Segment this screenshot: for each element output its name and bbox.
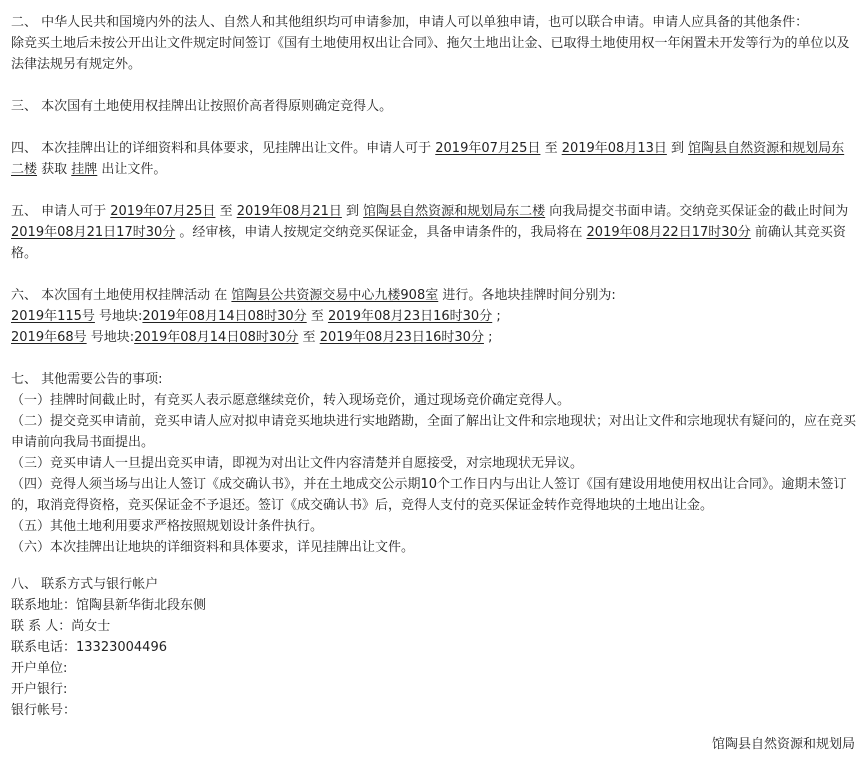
parcel-row	[11, 306, 856, 327]
parcel-label: 号地块:	[86, 330, 135, 345]
section-2-line-2: 除竞买土地后未按公开出让文件规定时间签订《国有土地使用权出让合同》、拖欠土地出让金、已取得土地使用权一年闲置未开发等行为的单位以及法律法规另有规定外。	[11, 36, 850, 72]
parcel-tail: ;	[492, 309, 501, 324]
section-5-mid-1: 向我局提交书面申请。交纳竞买保证金的截止时间为	[545, 204, 849, 219]
announcement-body	[11, 12, 856, 721]
section-5-date-start: 2019年07月25日	[110, 204, 216, 219]
section-5-place: 馆陶县自然资源和规划局东二楼	[363, 204, 546, 219]
parcel-row	[11, 327, 856, 348]
section-8-title: 八、 联系方式与银行帐户	[11, 577, 159, 592]
parcel-label: 号地块:	[94, 309, 143, 324]
section-6	[11, 285, 856, 306]
section-4-suffix: 出让文件。	[97, 162, 167, 177]
section-6-venue: 馆陶县公共资源交易中心九楼908室	[231, 288, 439, 303]
section-5-suffix: 前确认其竞买资格。	[11, 225, 846, 261]
section-7-item: （六）本次挂牌出让地块的详细资料和具体要求，详见挂牌出让文件。	[11, 540, 415, 555]
section-6-suffix: 进行。各地块挂牌时间分别为:	[438, 288, 616, 303]
section-4	[11, 138, 856, 180]
parcel-end: 2019年08月23日16时30分	[319, 330, 484, 345]
parcel-end: 2019年08月23日16时30分	[327, 309, 493, 324]
section-5	[11, 201, 856, 264]
section-4-to-place: 到	[666, 141, 689, 156]
section-4-obtain: 获取	[37, 162, 72, 177]
section-4-date-end: 2019年08月13日	[561, 141, 667, 156]
section-7-item: （一）挂牌时间截止时，有竞买人表示愿意继续竞价，转入现场竞价，通过现场竞价确定竞得人。	[11, 393, 571, 408]
account-number: 银行帐号：	[11, 703, 77, 718]
section-5-deadline: 2019年08月21日17时30分	[11, 225, 176, 240]
parcel-to: 至	[298, 330, 320, 345]
contact-address: 联系地址：馆陶县新华街北段东侧	[11, 598, 207, 613]
section-7-item: （三）竞买申请人一旦提出竞买申请，即视为对出让文件内容清楚并自愿接受，对宗地现状无异议。	[11, 456, 584, 471]
section-2-line-1: 二、 中华人民共和国境内外的法人、自然人和其他组织均可申请参加，申请人可以单独申请，也可以联合申请。申请人应具备的其他条件：	[11, 15, 809, 30]
section-4-type: 挂牌	[71, 162, 98, 177]
parcel-start: 2019年08月14日08时30分	[142, 309, 307, 324]
section-5-to: 至	[215, 204, 237, 219]
section-5-date-end: 2019年08月21日	[236, 204, 342, 219]
section-5-mid-2: 。经审核，申请人按规定交纳竞买保证金，具备申请条件的，我局将在	[175, 225, 587, 240]
section-4-to: 至	[540, 141, 562, 156]
parcel-number: 2019年68号	[11, 330, 87, 345]
section-7-item: （四）竞得人须当场与出让人签订《成交确认书》，并在土地成交公示期10个工作日内与出让人签订《国有建设用地使用权出让合同》。逾期未签订的，取消竞得资格，竞买保证金不予退还。签订《成交确认书》后，竞得人支付的竞买保证金转作竞得地块的土地出让金。	[11, 477, 847, 513]
contact-phone: 联系电话：13323004496	[11, 640, 167, 655]
section-5-prefix: 五、 申请人可于	[11, 204, 111, 219]
section-4-place: 馆陶县自然资源和规划局东二楼	[11, 141, 845, 177]
parcel-number: 2019年115号	[11, 309, 95, 324]
issuer-signature: 馆陶县自然资源和规划局	[711, 737, 855, 752]
section-7-item: （五）其他土地利用要求严格按照规划设计条件执行。	[11, 519, 324, 534]
section-5-confirm-time: 2019年08月22日17时30分	[586, 225, 751, 240]
section-7-item: （二）提交竞买申请前，竞买申请人应对拟申请竞买地块进行实地踏勘，全面了解出让文件和宗地现状；对出让文件和宗地现状有疑问的，应在竞买申请前向我局书面提出。	[11, 414, 857, 450]
contact-person: 联 系 人：尚女士	[11, 619, 111, 634]
account-unit: 开户单位:	[11, 661, 68, 676]
section-7-title: 七、 其他需要公告的事项:	[11, 372, 163, 387]
account-bank: 开户银行:	[11, 682, 68, 697]
section-6-prefix: 六、 本次国有土地使用权挂牌活动 在	[11, 288, 232, 303]
parcel-to: 至	[306, 309, 328, 324]
section-4-date-start: 2019年07月25日	[435, 141, 541, 156]
parcel-start: 2019年08月14日08时30分	[134, 330, 299, 345]
section-3: 三、 本次国有土地使用权挂牌出让按照价高者得原则确定竞得人。	[11, 99, 393, 114]
parcel-tail: ;	[483, 330, 493, 345]
section-4-prefix: 四、 本次挂牌出让的详细资料和具体要求，见挂牌出让文件。申请人可于	[11, 141, 436, 156]
section-5-to-place: 到	[341, 204, 364, 219]
